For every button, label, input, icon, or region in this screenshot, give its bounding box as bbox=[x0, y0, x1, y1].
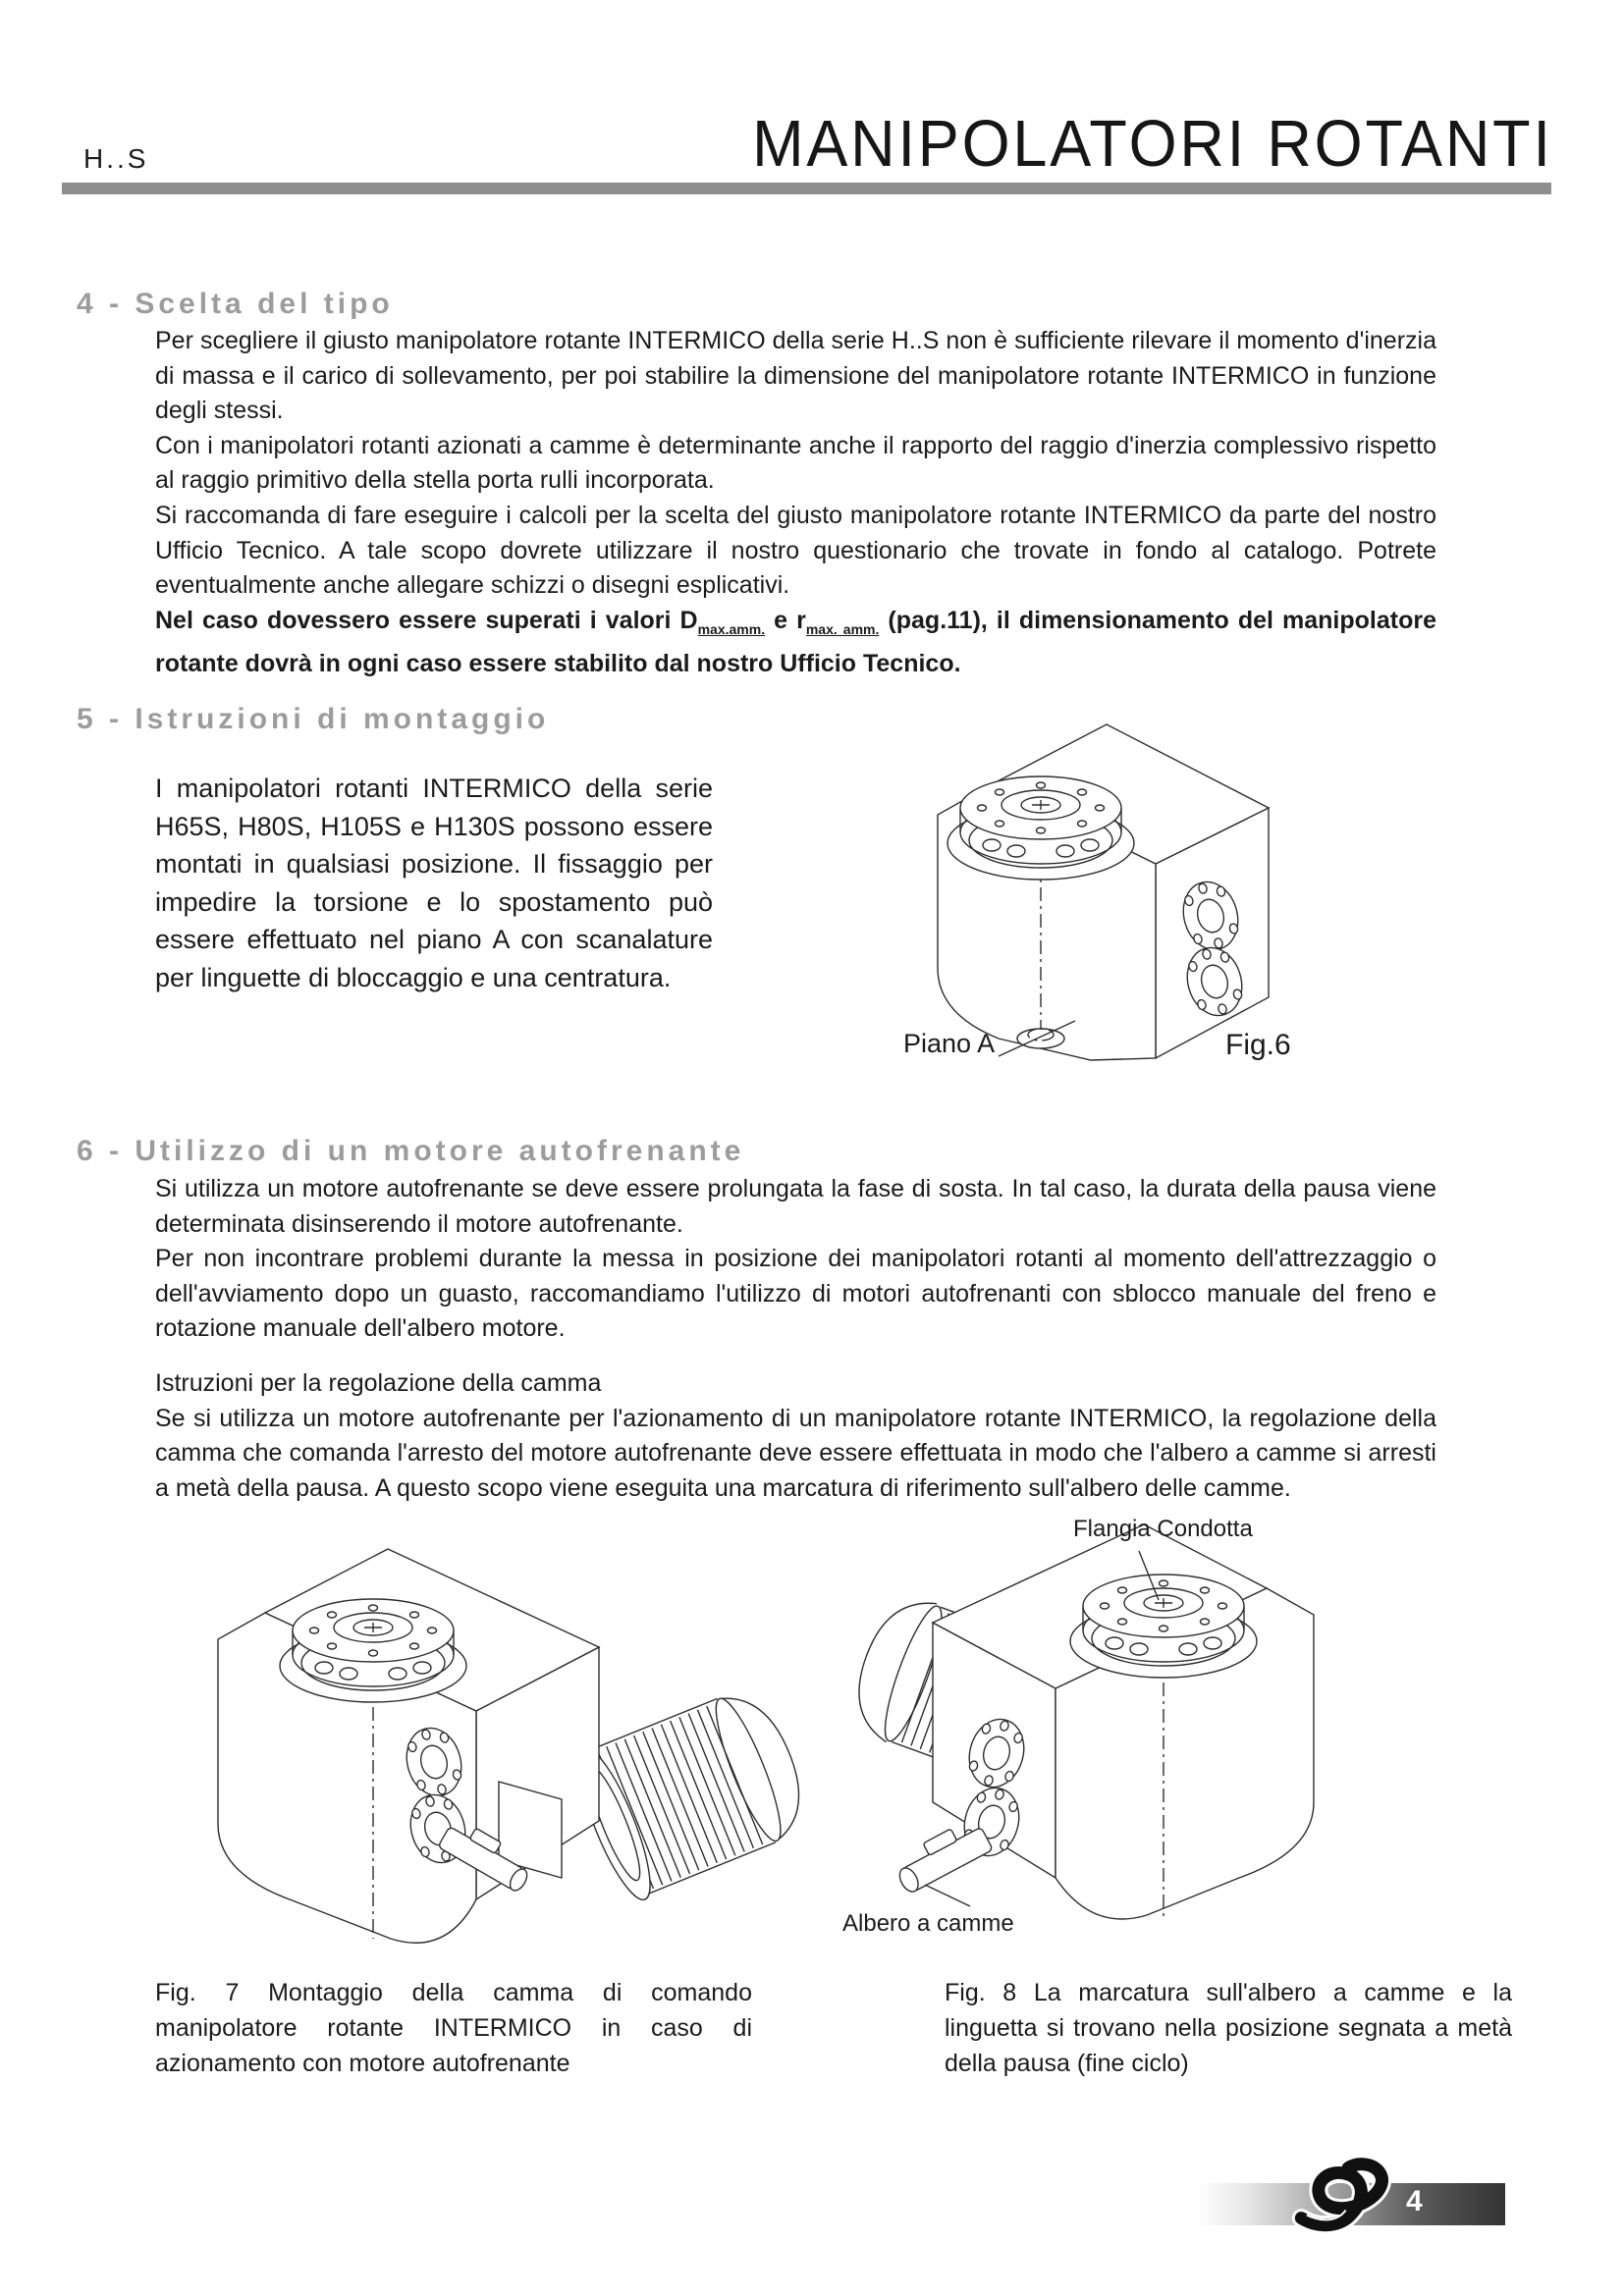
fig8-camshaft-label: Albero a camme bbox=[842, 1910, 1014, 1937]
fig8-drawing bbox=[815, 1510, 1502, 1971]
s4-bold-subscript-2: max. amm. bbox=[805, 620, 880, 637]
section-5-body bbox=[155, 770, 713, 996]
fig6-caption: Fig.6 bbox=[1225, 1029, 1291, 1061]
s4-bold-subscript-1: max.amm. bbox=[697, 620, 766, 637]
s4-bold-pre: Nel caso dovessero essere superati i valori D bbox=[155, 606, 698, 634]
section-6-body-a bbox=[155, 1172, 1436, 1347]
page-number: 4 bbox=[1406, 2185, 1423, 2217]
fig6-plane-label: Piano A bbox=[903, 1029, 996, 1058]
s4-paragraph-bold bbox=[155, 604, 1436, 682]
s6-paragraph-1: Si utilizza un motore autofrenante se deve essere prolungata la fase di sosta. In tal caso, la durata della pausa viene determinata disinserendo il motore autofrenante. bbox=[155, 1175, 1436, 1238]
section-6-body-b bbox=[155, 1366, 1436, 1506]
section-6-heading: 6 - Utilizzo di un motore autofrenante bbox=[77, 1135, 745, 1167]
s4-paragraph-2: Con i manipolatori rotanti azionati a camme è determinante anche il rapporto del raggio d'inerzia complessivo rispetto al raggio primitivo della stella porta rulli incorporata. bbox=[155, 431, 1436, 495]
s6-paragraph-4: Se si utilizza un motore autofrenante per l'azionamento di un manipolatore rotante INTERMICO, la regolazione della camma che comanda l'arresto del motore autofrenante deve essere effettuata in modo che l'albero a camme si arresti a metà della pausa. A questo scopo viene eseguita una marcatura di riferimento sull'albero delle camme. bbox=[155, 1404, 1436, 1502]
fig8-flange-label: Flangia Condotta bbox=[1073, 1516, 1253, 1542]
s6-paragraph-2: Per non incontrare problemi durante la messa in posizione dei manipolatori rotanti al momento dell'attrezzaggio o dell'avviamento dopo un guasto, raccomandiamo l'utilizzo di motori autofrenanti con sblocco manuale del freno e rotazione manuale dell'albero motore. bbox=[155, 1245, 1436, 1343]
s6-cam-instructions-title: Istruzioni per la regolazione della camma bbox=[155, 1369, 602, 1397]
page-title: MANIPOLATORI ROTANTI bbox=[752, 107, 1553, 181]
section-4-body bbox=[155, 324, 1436, 682]
fig7-caption: Fig. 7 Montaggio della camma di comando manipolatore rotante INTERMICO in caso di azionamento con motore autofrenante bbox=[155, 1979, 752, 2077]
header-rule bbox=[62, 183, 1551, 194]
fig7-drawing bbox=[137, 1534, 805, 1966]
brand-logo-icon bbox=[1282, 2154, 1402, 2238]
s5-paragraph-1: I manipolatori rotanti INTERMICO della serie H65S, H80S, H105S e H130S possono essere montati in qualsiasi posizione. Il fissaggio per impedire la torsione e lo spostamento può essere effettuato nel piano A con scanalature per linguette di bloccaggio e una centratura. bbox=[155, 774, 713, 992]
section-4-heading: 4 - Scelta del tipo bbox=[77, 288, 394, 320]
fig8-caption: Fig. 8 La marcatura sull'albero a camme e la linguetta si trovano nella posizione segnata a metà della pausa (fine ciclo) bbox=[945, 1979, 1512, 2077]
s4-bold-post: (pag.11), il dimensionamento del manipolatore rotante dovrà in ogni caso essere stabilito dal nostro Ufficio Tecnico. bbox=[155, 606, 1436, 678]
series-code: H..S bbox=[83, 143, 149, 174]
s4-bold-mid: e r bbox=[765, 606, 806, 634]
s4-paragraph-3: Si raccomanda di fare eseguire i calcoli per la scelta del giusto manipolatore rotante INTERMICO da parte del nostro Ufficio Tecnico. A tale scopo dovrete utilizzare il nostro questionario che trovate in fondo al catalogo. Potrete eventualmente anche allegare schizzi o disegni esplicativi. bbox=[155, 501, 1436, 600]
section-5-heading: 5 - Istruzioni di montaggio bbox=[77, 703, 550, 735]
s4-paragraph-1: Per scegliere il giusto manipolatore rotante INTERMICO della serie H..S non è sufficiente rilevare il momento d'inerzia di massa e il carico di sollevamento, per poi stabilire la dimensione del manipolatore rotante INTERMICO in funzione degli stessi. bbox=[155, 327, 1436, 425]
fig6-drawing bbox=[830, 715, 1399, 1068]
